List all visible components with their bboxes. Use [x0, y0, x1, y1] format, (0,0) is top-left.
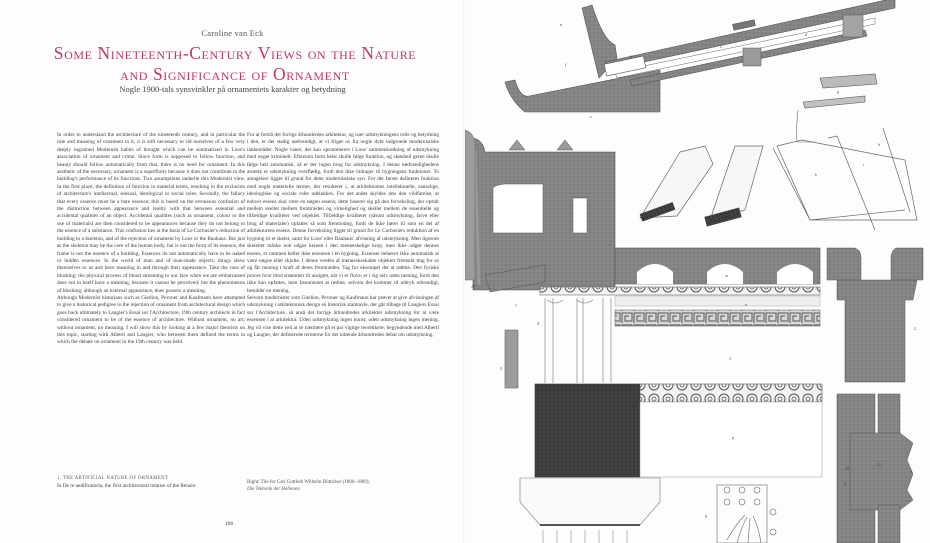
article-title: [40, 43, 430, 85]
plate-label: 5: [500, 366, 502, 371]
caption-line-1: Right: Tile for Carl Gottlieb Wilhelm Bötticher (1806–1889),: [247, 480, 370, 485]
plate-label: h: [878, 142, 880, 147]
trough-tiles-drawing: [640, 146, 763, 226]
plate-label: p: [732, 435, 734, 440]
plate-label: a: [560, 22, 562, 27]
engraved-plate-illustration: [465, 0, 930, 543]
english-text-column: [57, 132, 245, 347]
page-number: 186: [225, 521, 234, 527]
plate-label: g: [837, 89, 839, 94]
roof-tiles-drawing: [773, 128, 917, 230]
title-line-2: and Significance of Ornament: [120, 64, 350, 84]
partial-edge-drawing: [465, 130, 475, 280]
plate-label: b: [630, 54, 632, 59]
palmette-tile-drawing: [717, 485, 776, 543]
capital-section-drawing: [827, 248, 923, 543]
plate-label: m: [725, 273, 728, 278]
danish-text-column: [247, 132, 439, 339]
right-page: [465, 0, 930, 543]
plate-label: 1: [515, 303, 517, 308]
danish-paragraph: For at forstå det forrige århundredes arkitektur, og især udsmykningens rolle og betydning i den, er det stadig nødvendigt, at vi frigør os fra nogle dybt indgroede modernistiske tankemåder. Nogle vaner, der kan opsummeres i Loos' sammenkædning af udsmykning med noget kriminelt. Eftersom form helst skulle følge funktion, og skønhed gerne skulle følge helt automatisk, så er der ingen brug for udsmykning. I denne nødvendighedens æstetik er udsmykning overflødig, fordi den ikke bidrager til bygningens funktioner. To antagelser ligger til grund for dette modernistiske syn. For det første defineres funktion med nogle materielle termer, der resulterer i, at arkitekturens intellektuelle, sanselige, ideologiske og sociale rolle udelukkes. For det andet skyldes den den vildfarelse, at enhver essens skal være en nøgen essens; dette baserer sig på den forveksling, der opstår mellem skellet mellem fremtræden og virkelighed og skellet mellem de essentielle og tilfældige kvaliteter ved objektet. Tilfældige kvaliteter (såsom udsmykning, farve eller brug af materialer) opfattes så som fremtoning, fordi de ikke hører til som en del af arkitekturens essens. Denne forveksling ligger til grund for Le Corbusiers reduktion af en bygning til et skelet, samt for Loos' eller Bauhaus' afvisning af udsmykning. Men ligesom skelettet måske nok udgør kernen i den menneskelige krop, men ikke udgør dennes essens, er rammen heller ikke essensen i en bygning. Essenser behøver ikke automatisk at være nøgne eller skjulte. I denne verden af menneskeskabte objekter fremstår ting for os og får mening i kraft af deres fremtræden. Tag for eksempel det at rødme. Den fysiske proces hvor blod strømmer til ansigtet, når vi er flove, er i sig selv uden mening, fordi den ikke kan opfattes, men fænomenet at rødme, selvom det kommer til udtryk udvendigt, besidder en mening.: [247, 132, 439, 294]
plate-label: 11: [843, 481, 847, 486]
plate-label: 8: [705, 514, 707, 519]
section-first-line: In De re aedificatoria, the first architectural treatise of the Renais-: [57, 483, 197, 489]
plate-label: 7: [910, 470, 912, 475]
pilaster-drawing: [505, 298, 611, 388]
plate-svg: [465, 0, 930, 543]
entablature-block-drawing: [520, 384, 822, 543]
plate-label: 6: [538, 436, 540, 441]
english-paragraph: Although Modernist historians such as Giedion, Pevsner and Kaufmann have attempted to give a historical pedigree to the rejection of ornament from architectural design which goes back ultimately to Laugier's Essai sur l'Architecture, 19th century architects in fact considered ornament to be of the essence of architecture. Without ornament, no art; without ornament, no meaning. I will show this by looking at a few major theorists on this topic, starting with Alberti and Laugier, who between them defined the terms in which the debate on ornament in the 19th century was held.: [57, 294, 245, 346]
tile-detail-drawing: [797, 74, 878, 142]
plate-label: k: [815, 172, 817, 177]
plate-label: 3: [729, 356, 731, 361]
title-line-1: Some Nineteenth-Century Views on the Nature: [53, 43, 417, 63]
plate-label: 4: [537, 321, 539, 326]
danish-subtitle: Nogle 1900-tals synsvinkler på ornamentets karakter og betydning: [119, 84, 346, 94]
plate-label: 14: [471, 284, 475, 289]
plate-label: d: [805, 32, 807, 37]
cornice-section-drawing: [505, 0, 895, 112]
section-heading: 1. THE ARTIFICIAL NATURE OF ORNAMENT: [57, 476, 169, 481]
caption-line-2: Die Tektonik der Hellenen.: [247, 486, 301, 492]
plate-label: n: [745, 302, 747, 307]
plate-label: 12: [877, 462, 881, 467]
figure-caption: [247, 480, 417, 493]
plate-label: c: [720, 44, 722, 49]
author-name: Caroline van Eck: [201, 28, 264, 38]
danish-paragraph: Selvom modernister som Giedion, Pevsner og Kaufmann har prøvet at give afvisningen af udsmykning i arkitektonisk design en historisk stamtavle, der går tilbage til Laugiers Essai sur l'Architecture, så anså det forrige århundredes arkitekter udsmykning for at være essensen i al arkitektur. Uden udsmykning ingen kunst; uden udsmykning ingen mening. Jeg vil vise dette ved at se nærmere på et par vigtige teoretikere, begyndende med Alberti og Laugier, der definerede termerne for det nittende århundredes debat om udsmykning.: [247, 294, 439, 338]
english-paragraph: In order to understand the architecture of the nineteenth century, and in particular the role and meaning of ornament in it, it is still necessary to rid ourselves of a few very deeply ingrained Modernist habits of thought which can be summarized in Loos's association of ornament and crime. Since form is supposed to follow function, and beauty should follow automatically from that, there is no need for ornament. In this aesthetic of the necessary, ornament is a superfluity because it does not contribute to the building's performance of its functions. Two assumptions underlie this Modernist view. In the first place, the definition of function in material terms, resulting in the exclusion of architecture's intellectual, sensual, ideological or social roles. Secondly, the fallacy that every essence must be a bare essence; this is based on the erroneous confusion of the distinction between appearance and reality with that between essential and accidental qualities of an object. Accidental qualities (such as ornament, colour or the use of materials) are then considered to be appearances because they do not belong to the essence of a substance. This confusion lies at the basis of Le Corbusier's reduction of building to a skeleton, and of the rejection of ornament by Loos or the Bauhaus. But just as the skeleton may be the core of the human body, but is not the form of its essence, the frame is not the essence of a building. Essences do not automatically have to be naked or hidden essences. In the world of man and of man-made objects, things show themselves to us and have meaning in and through their appearance. Take the case of blushing: the physical process of blood streaming to our face when we are embarrassed does not in itself have a meaning, because it cannot be perceived; but the phenomenon of blushing, although an external appearance, does possess a meaning.: [57, 132, 245, 294]
plate-label: 10: [845, 466, 849, 471]
plate-label: e: [590, 114, 592, 119]
plate-label: f: [565, 62, 567, 67]
plate-label: i: [863, 162, 865, 167]
plate-label: 2: [914, 326, 916, 331]
